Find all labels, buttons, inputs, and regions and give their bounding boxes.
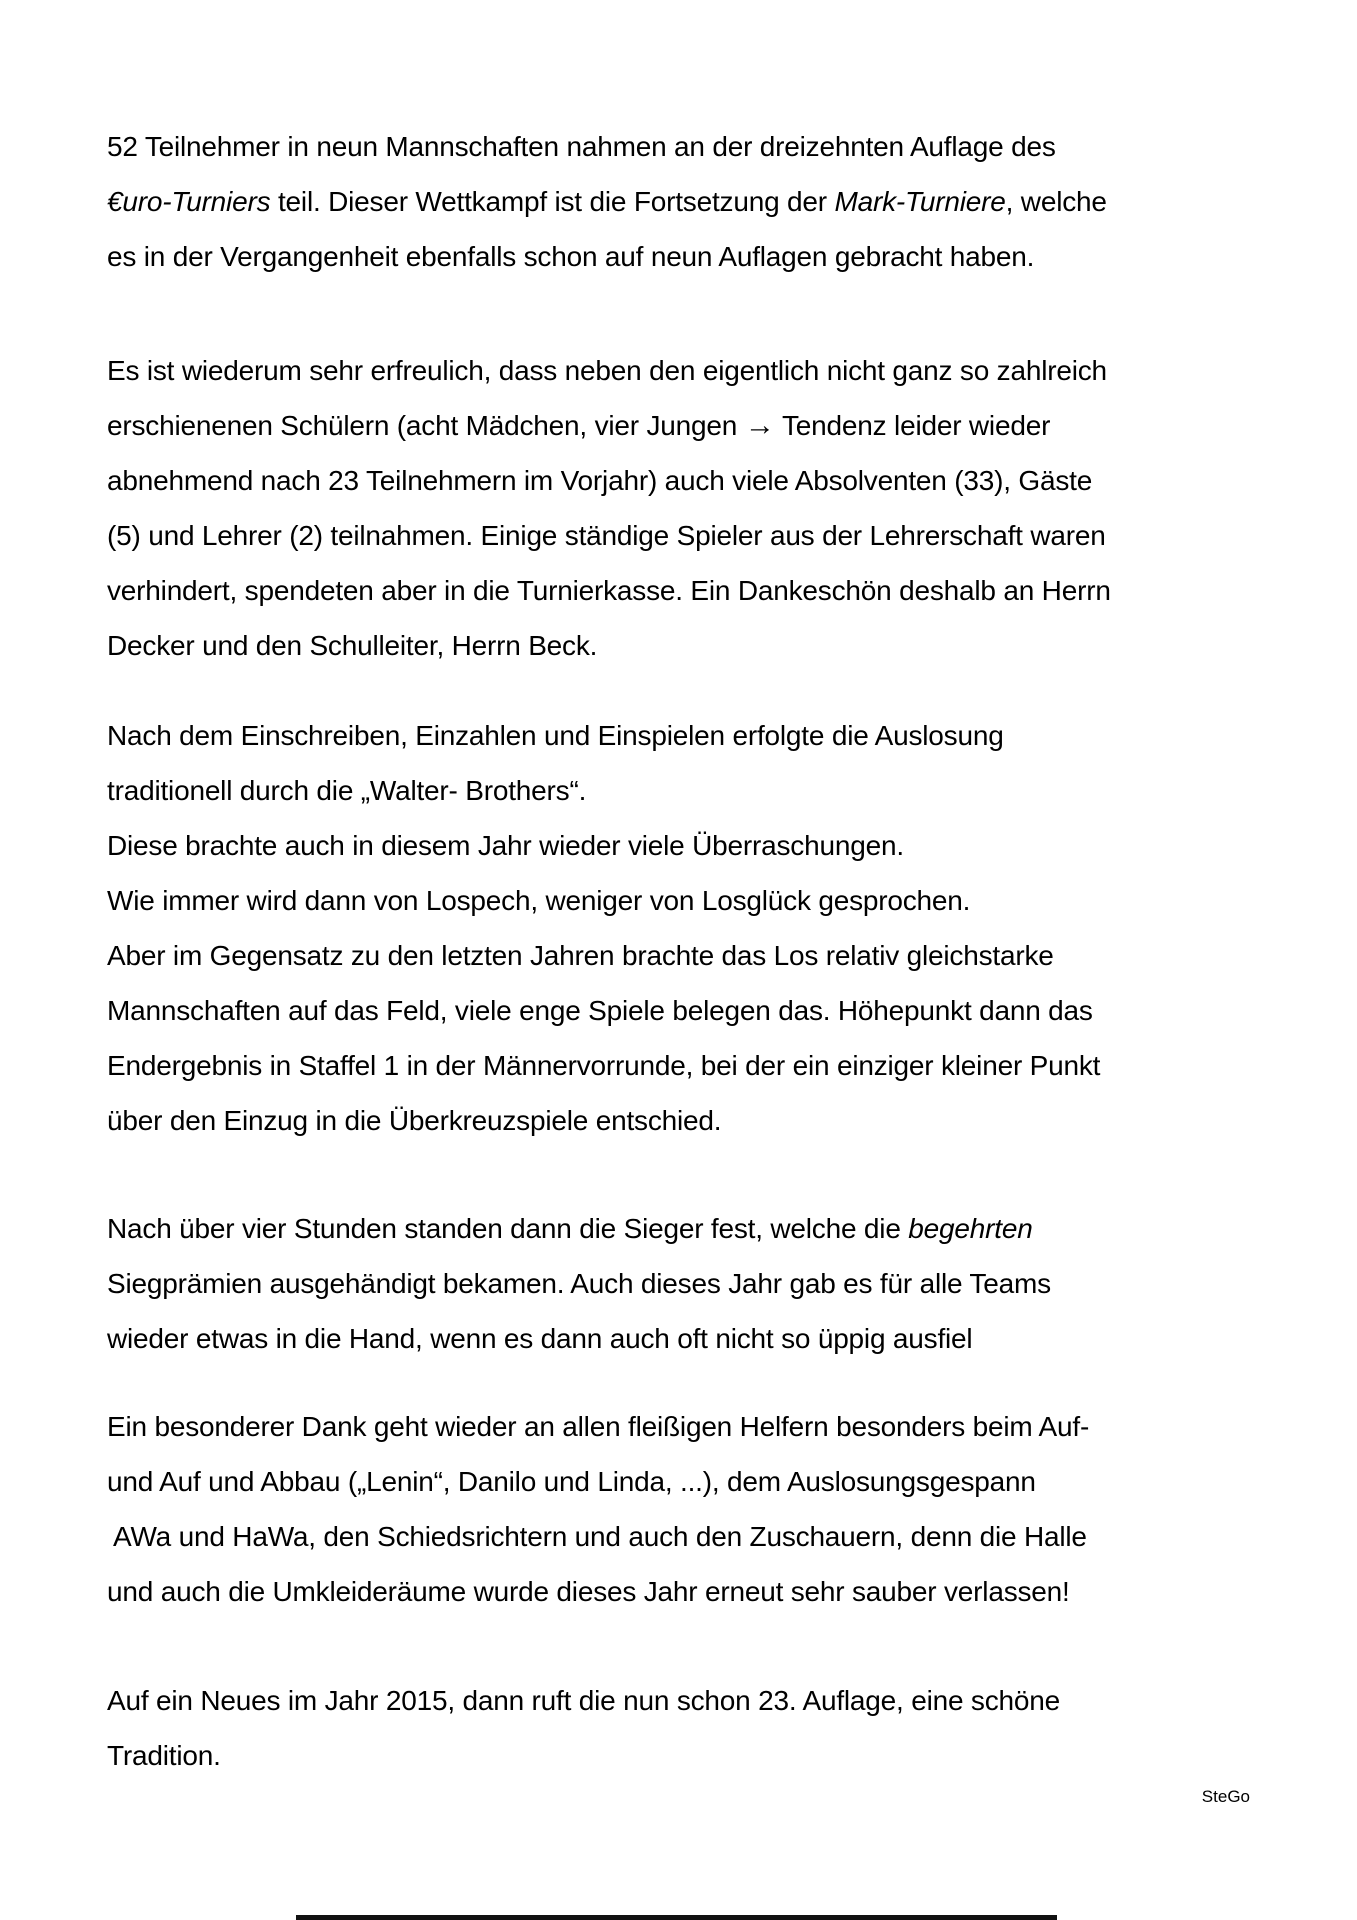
text-line: es in der Vergangenheit ebenfalls schon auf neun Auflagen gebracht haben.	[107, 241, 1035, 272]
text-segment: , welche	[1005, 186, 1107, 217]
italic-mark-turniere: Mark-Turniere	[834, 186, 1006, 217]
text-segment: Nach über vier Stunden standen dann die Sieger fest, welche die	[107, 1213, 909, 1244]
paragraph-draw	[107, 708, 1252, 1148]
text-line: Siegprämien ausgehändigt bekamen. Auch dieses Jahr gab es für alle Teams	[107, 1268, 1051, 1299]
text-line: Diese brachte auch in diesem Jahr wieder viele Überraschungen.	[107, 830, 904, 861]
text-line: Aber im Gegensatz zu den letzten Jahren brachte das Los relativ gleichstarke	[107, 940, 1054, 971]
paragraph-participants	[107, 343, 1252, 673]
text-line: abnehmend nach 23 Teilnehmern im Vorjahr) auch viele Absolventen (33), Gäste	[107, 465, 1093, 496]
text-line: Endergebnis in Staffel 1 in der Männervorrunde, bei der ein einziger kleiner Punkt	[107, 1050, 1101, 1081]
right-arrow-icon: →	[744, 409, 775, 442]
text-line: Tradition.	[107, 1740, 221, 1771]
text-segment: teil. Dieser Wettkampf ist die Fortsetzung der	[270, 186, 835, 217]
text-line: AWa und HaWa, den Schiedsrichtern und auch den Zuschauern, denn die Halle	[107, 1521, 1087, 1552]
text-line: (5) und Lehrer (2) teilnahmen. Einige ständige Spieler aus der Lehrerschaft waren	[107, 520, 1106, 551]
paragraph-thanks	[107, 1399, 1252, 1619]
text-line	[107, 174, 1252, 229]
italic-begehrten: begehrten	[908, 1213, 1033, 1244]
italic-euro-turnier: €uro-Turniers	[107, 186, 271, 217]
text-line: 52 Teilnehmer in neun Mannschaften nahmen an der dreizehnten Auflage des	[107, 131, 1056, 162]
text-line: Es ist wiederum sehr erfreulich, dass neben den eigentlich nicht ganz so zahlreich	[107, 355, 1107, 386]
text-line: wieder etwas in die Hand, wenn es dann auch oft nicht so üppig ausfiel	[107, 1323, 973, 1354]
text-line: über den Einzug in die Überkreuzspiele entschied.	[107, 1105, 722, 1136]
text-line: traditionell durch die „Walter- Brothers“.	[107, 775, 587, 806]
text-segment: Tendenz leider wieder	[774, 410, 1051, 441]
text-line: Nach dem Einschreiben, Einzahlen und Einspielen erfolgte die Auslosung	[107, 720, 1004, 751]
document-body	[107, 0, 1252, 1783]
text-line	[107, 1201, 1252, 1256]
text-line: und Auf und Abbau („Lenin“, Danilo und Linda, ...), dem Auslosungsgespann	[107, 1466, 1036, 1497]
text-line: Mannschaften auf das Feld, viele enge Spiele belegen das. Höhepunkt dann das	[107, 995, 1093, 1026]
text-line: Decker und den Schulleiter, Herrn Beck.	[107, 630, 598, 661]
cropped-content-edge	[296, 1915, 1057, 1920]
text-segment: erschienenen Schülern (acht Mädchen, vier Jungen	[107, 410, 745, 441]
paragraph-intro	[107, 119, 1252, 284]
text-line	[107, 398, 1252, 453]
paragraph-outlook	[107, 1673, 1252, 1783]
text-line: Ein besonderer Dank geht wieder an allen fleißigen Helfern besonders beim Auf-	[107, 1411, 1090, 1442]
paragraph-winners	[107, 1201, 1252, 1366]
text-line: Auf ein Neues im Jahr 2015, dann ruft die nun schon 23. Auflage, eine schöne	[107, 1685, 1061, 1716]
author-initials: SteGo	[1201, 1787, 1250, 1806]
text-line: Wie immer wird dann von Lospech, weniger von Losglück gesprochen.	[107, 885, 971, 916]
text-line: verhindert, spendeten aber in die Turnierkasse. Ein Dankeschön deshalb an Herrn	[107, 575, 1111, 606]
text-line: und auch die Umkleideräume wurde dieses Jahr erneut sehr sauber verlassen!	[107, 1576, 1070, 1607]
